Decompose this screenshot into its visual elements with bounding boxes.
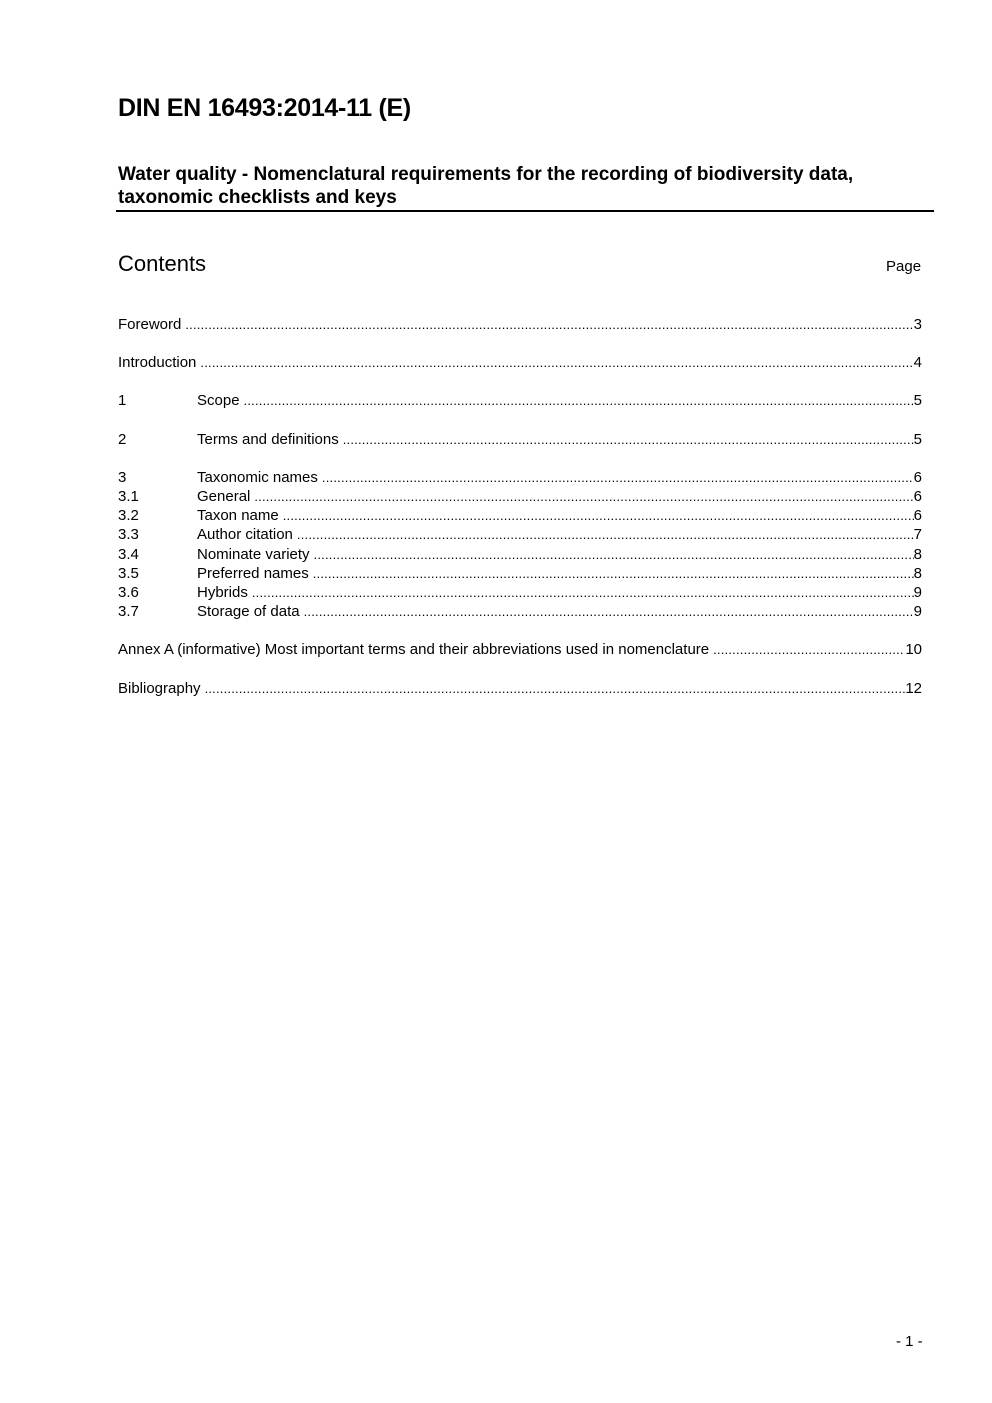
toc-entry-title: Nominate variety bbox=[197, 546, 310, 563]
contents-heading: Contents bbox=[118, 251, 207, 276]
toc-entry-foreword[interactable] bbox=[118, 315, 922, 334]
toc-entry-title: Preferred names bbox=[197, 565, 309, 582]
toc-entry-page: 10 bbox=[905, 641, 922, 658]
toc-dot-leader bbox=[313, 564, 914, 583]
toc-dot-leader bbox=[713, 640, 905, 659]
toc-entry-page: 6 bbox=[913, 469, 922, 486]
toc-entry-title: Taxon name bbox=[197, 507, 279, 524]
toc-entry-taxon-name[interactable] bbox=[118, 506, 922, 525]
toc-entry-storage-of-data[interactable] bbox=[118, 602, 922, 621]
toc-entry-number: 3.3 bbox=[118, 526, 139, 543]
toc-entry-number: 3.1 bbox=[118, 488, 139, 505]
page-number: - 1 - bbox=[896, 1333, 923, 1350]
toc-entry-title: Taxonomic names bbox=[197, 469, 318, 486]
toc-entry-page: 4 bbox=[913, 354, 922, 371]
toc-entry-taxonomic-names[interactable] bbox=[118, 468, 922, 487]
toc-entry-introduction[interactable] bbox=[118, 353, 922, 372]
toc-dot-leader bbox=[343, 430, 914, 449]
toc-entry-bibliography[interactable] bbox=[118, 679, 922, 698]
toc-entry-page: 3 bbox=[913, 316, 922, 333]
toc-entry-number: 3.4 bbox=[118, 546, 139, 563]
toc-entry-author-citation[interactable] bbox=[118, 525, 922, 544]
toc-entry-number: 3.2 bbox=[118, 507, 139, 524]
toc-entry-page: 6 bbox=[913, 507, 922, 524]
toc-entry-page: 5 bbox=[913, 392, 922, 409]
toc-dot-leader bbox=[314, 545, 914, 564]
toc-entry-title: Hybrids bbox=[197, 584, 248, 601]
toc-entry-page: 9 bbox=[913, 584, 922, 601]
toc-entry-title: Scope bbox=[197, 392, 240, 409]
document-title: Water quality - Nomenclatural requirements for the recording of biodiversity data, taxonomic checklists and keys bbox=[118, 164, 854, 208]
toc-dot-leader bbox=[185, 315, 913, 334]
toc-entry-nominate-variety[interactable] bbox=[118, 545, 922, 564]
toc-dot-leader bbox=[304, 602, 914, 621]
toc-entry-title: Terms and definitions bbox=[197, 431, 339, 448]
toc-dot-leader bbox=[254, 487, 913, 506]
document-id: DIN EN 16493:2014-11 (E) bbox=[118, 94, 411, 122]
toc-entry-title: Introduction bbox=[118, 354, 197, 371]
toc-entry-title: Author citation bbox=[197, 526, 293, 543]
toc-entry-number: 3 bbox=[118, 469, 127, 486]
toc-entry-terms-and-definitions[interactable] bbox=[118, 430, 922, 449]
toc-entry-title: Foreword bbox=[118, 316, 182, 333]
toc-entry-title: General bbox=[197, 488, 251, 505]
toc-dot-leader bbox=[283, 506, 914, 525]
toc-entry-page: 8 bbox=[913, 546, 922, 563]
toc-entry-preferred-names[interactable] bbox=[118, 564, 922, 583]
toc-entry-number: 3.7 bbox=[118, 603, 139, 620]
toc-dot-leader bbox=[205, 679, 906, 698]
page-column-heading: Page bbox=[886, 258, 922, 275]
toc-entry-page: 6 bbox=[913, 488, 922, 505]
toc-entry-number: 3.6 bbox=[118, 584, 139, 601]
toc-entry-scope[interactable] bbox=[118, 391, 922, 410]
toc-entry-annex-a[interactable] bbox=[118, 640, 922, 659]
toc-dot-leader bbox=[322, 468, 914, 487]
toc-dot-leader bbox=[297, 525, 914, 544]
toc-dot-leader bbox=[252, 583, 914, 602]
toc-entry-hybrids[interactable] bbox=[118, 583, 922, 602]
title-divider bbox=[116, 210, 934, 212]
toc-entry-page: 8 bbox=[913, 565, 922, 582]
toc-entry-page: 7 bbox=[913, 526, 922, 543]
toc-entry-number: 3.5 bbox=[118, 565, 139, 582]
toc-dot-leader bbox=[244, 391, 914, 410]
toc-entry-number: 2 bbox=[118, 431, 127, 448]
toc-entry-page: 5 bbox=[913, 431, 922, 448]
toc-entry-number: 1 bbox=[118, 392, 127, 409]
toc-entry-title: Bibliography bbox=[118, 680, 201, 697]
toc-dot-leader bbox=[200, 353, 913, 372]
toc-entry-title: Storage of data bbox=[197, 603, 300, 620]
toc-entry-general[interactable] bbox=[118, 487, 922, 506]
toc-entry-page: 9 bbox=[913, 603, 922, 620]
toc-entry-title: Annex A (informative) Most important terms and their abbreviations used in nomenclature bbox=[118, 641, 710, 658]
toc-entry-page: 12 bbox=[905, 680, 922, 697]
